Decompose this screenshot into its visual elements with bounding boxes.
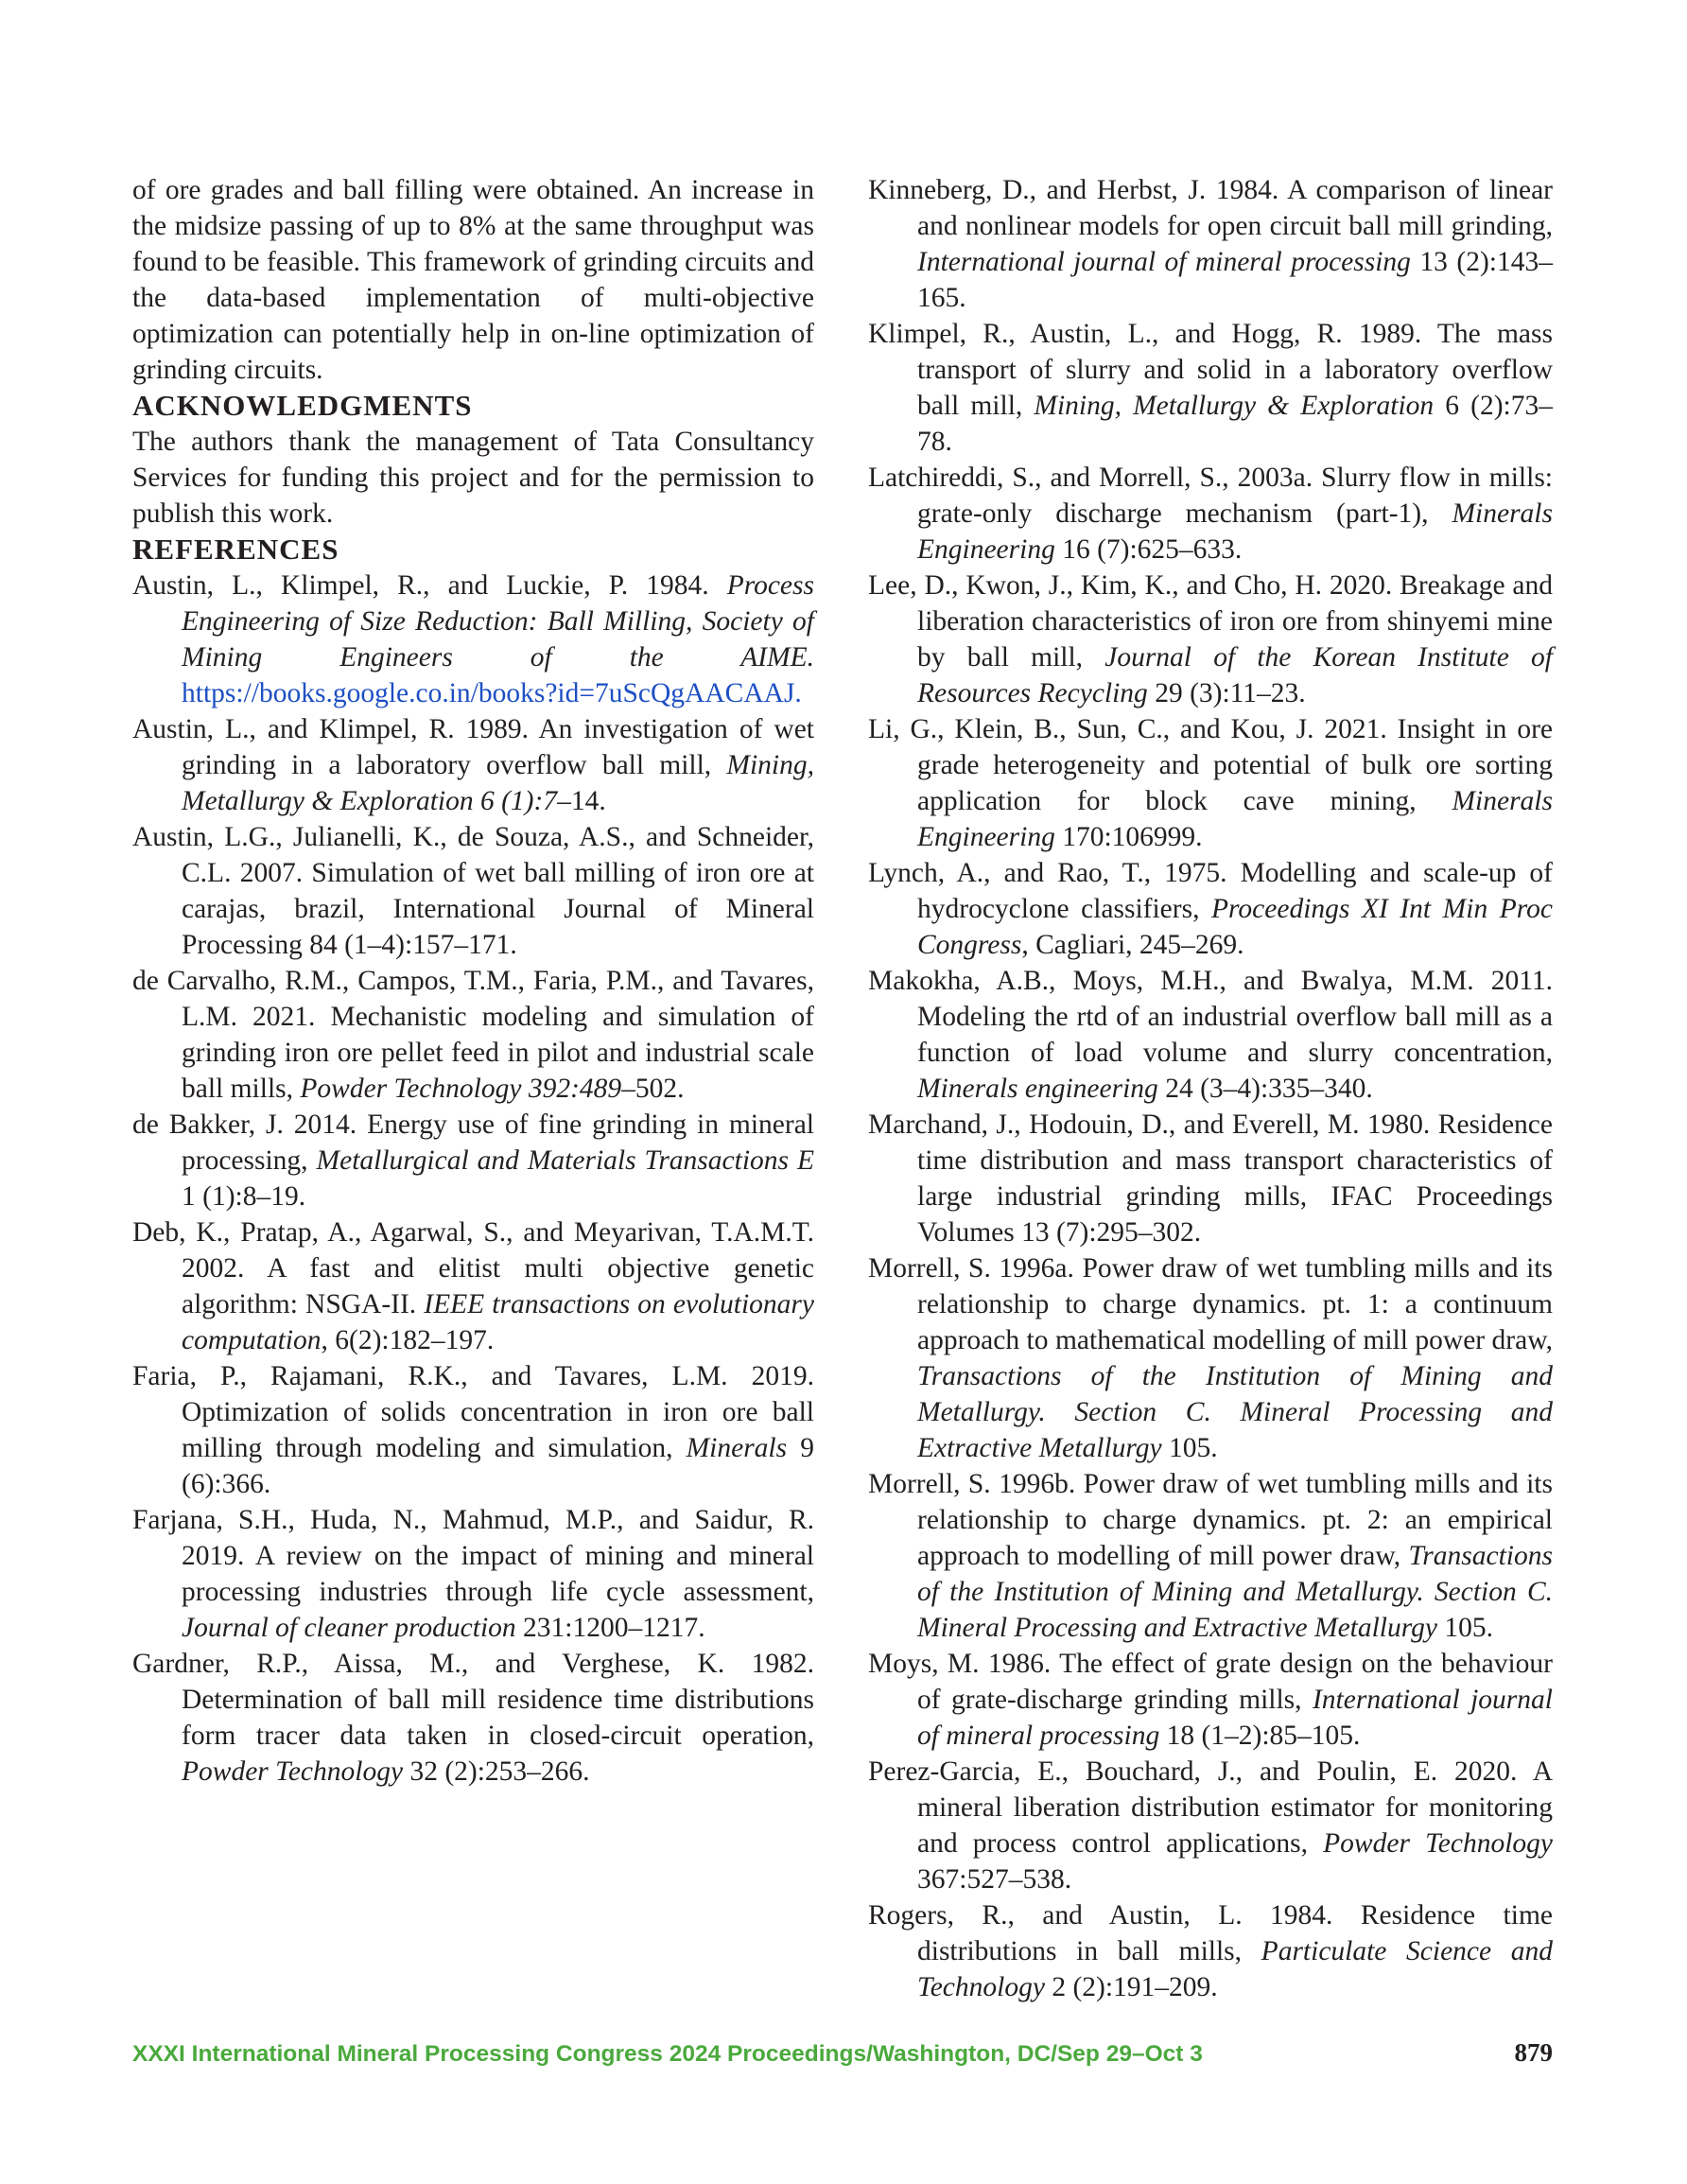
reference-item: Klimpel, R., Austin, L., and Hogg, R. 1989. The mass transport of slurry and solid in a laboratory overflow ball mill, Mining, Metallurgy & Exploration 6 (2):73–78. [868,319,1553,457]
acknowledgments-text: The authors thank the management of Tata Consultancy Services for funding this project and for the permission to publish this work. [132,427,814,529]
reference-item: Kinneberg, D., and Herbst, J. 1984. A comparison of linear and nonlinear models for open circuit ball mill grinding, International journal of mineral processing 13 (2):143–165. [868,175,1553,313]
reference-item: Makokha, A.B., Moys, M.H., and Bwalya, M.M. 2011. Modeling the rtd of an industrial overflow ball mill as a function of load volume and slurry concentration, Minerals engineering 24 (3–4):335–340. [868,966,1553,1104]
reference-item: Perez-Garcia, E., Bouchard, J., and Poulin, E. 2020. A mineral liberation distribution estimator for monitoring and process control applications, Powder Technology 367:527–538. [868,1756,1554,1895]
reference-item: Faria, P., Rajamani, R.K., and Tavares, L.M. 2019. Optimization of solids concentration in iron ore ball milling through modeling and simulation, Minerals 9 (6):366. [132,1361,814,1499]
reference-item: Li, G., Klein, B., Sun, C., and Kou, J. 2021. Insight in ore grade heterogeneity and potential of bulk ore sorting application for block cave mining, Minerals Engineering 170:106999. [868,714,1553,852]
reference-item: Gardner, R.P., Aissa, M., and Verghese, K. 1982. Determination of ball mill residence time distributions form tracer data taken in closed-circuit operation, Powder Technology 32 (2):253–266. [132,1649,814,1787]
acknowledgments-heading: ACKNOWLEDGMENTS [132,389,473,422]
reference-item: Deb, K., Pratap, A., Agarwal, S., and Meyarivan, T.A.M.T. 2002. A fast and elitist multi objective genetic algorithm: NSGA-II. IEEE transactions on evolutionary computation, 6(2):182–197. [132,1217,814,1355]
reference-item: Austin, L., Klimpel, R., and Luckie, P. 1984. Process Engineering of Size Reduction: Ball Milling, Society of Mining Engineers of the AIME. https://books.google.co.in/books?id=7uScQgAACAAJ. [132,570,814,708]
reference-item: Austin, L.G., Julianelli, K., de Souza, A.S., and Schneider, C.L. 2007. Simulation of wet ball milling of iron ore at carajas, brazil, International Journal of Mineral Processing 84 (1–4):157–171. [132,822,814,960]
reference-item: Lynch, A., and Rao, T., 1975. Modelling and scale-up of hydrocyclone classifiers, Proceedings XI Int Min Proc Congress, Cagliari, 245–269. [868,858,1553,960]
reference-item: Moys, M. 1986. The effect of grate design on the behaviour of grate-discharge grinding mills, International journal of mineral processing 18 (1–2):85–105. [868,1649,1553,1751]
reference-item: Morrell, S. 1996b. Power draw of wet tumbling mills and its relationship to charge dynamics. pt. 2: an empirical approach to modelling of mill power draw, Transactions of the Institution of Mining and Metallurgy. Section C. Mineral Processing and Extractive Metallurgy 105. [868,1469,1553,1643]
references-heading: REFERENCES [132,533,339,566]
intro-paragraph: of ore grades and ball filling were obtained. An increase in the midsize passing of up to 8% at the same throughput was found to be feasible. This framework of grinding circuits and the data-based implementation of multi-objective optimization can potentially help in on-line optimization of grinding circuits. [132,175,814,385]
reference-link[interactable]: https://books.google.co.in/books?id=7uScQgAACAAJ. [182,678,802,708]
reference-item: de Bakker, J. 2014. Energy use of fine grinding in mineral processing, Metallurgical and Materials Transactions E 1 (1):8–19. [132,1109,814,1212]
reference-item: de Carvalho, R.M., Campos, T.M., Faria, P.M., and Tavares, L.M. 2021. Mechanistic modeling and simulation of grinding iron ore pellet feed in pilot and industrial scale ball mills, Powder Technology 392:489–502. [132,966,814,1104]
page-footer [132,2038,1553,2068]
reference-item: Farjana, S.H., Huda, N., Mahmud, M.P., and Saidur, R. 2019. A review on the impact of mining and mineral processing industries through life cycle assessment, Journal of cleaner production 231:1200–1217. [132,1505,814,1643]
right-column [868,172,1553,2005]
left-column [132,172,814,1790]
reference-item: Morrell, S. 1996a. Power draw of wet tumbling mills and its relationship to charge dynamics. pt. 1: a continuum approach to mathematical modelling of mill power draw, Transactions of the Institution of Mining and Metallurgy. Section C. Mineral Processing and Extractive Metallurgy 105. [868,1253,1553,1463]
reference-item: Lee, D., Kwon, J., Kim, K., and Cho, H. 2020. Breakage and liberation characteristics of iron ore from shinyemi mine by ball mill, Journal of the Korean Institute of Resources Recycling 29 (3):11–23. [868,570,1553,708]
page-number: 879 [1514,2038,1553,2067]
reference-item: Marchand, J., Hodouin, D., and Everell, M. 1980. Residence time distribution and mass transport characteristics of large industrial grinding mills, IFAC Proceedings Volumes 13 (7):295–302. [868,1109,1553,1248]
footer-conference-title: XXXI International Mineral Processing Congress 2024 Proceedings/Washington, DC/Sep 29–Oct 3 [132,2041,1203,2067]
reference-item: Rogers, R., and Austin, L. 1984. Residence time distributions in ball mills, Particulate Science and Technology 2 (2):191–209. [868,1900,1553,2002]
reference-item: Austin, L., and Klimpel, R. 1989. An investigation of wet grinding in a laboratory overflow ball mill, Mining, Metallurgy & Exploration 6 (1):7–14. [132,714,814,816]
reference-item: Latchireddi, S., and Morrell, S., 2003a. Slurry flow in mills: grate-only discharge mechanism (part-1), Minerals Engineering 16 (7):625–633. [868,463,1553,565]
